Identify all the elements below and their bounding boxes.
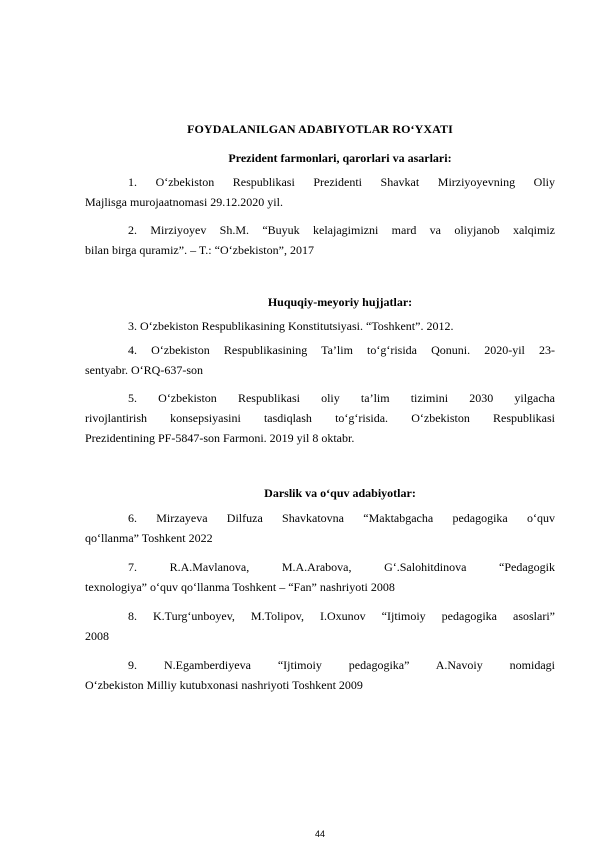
reference-line: 1. O‘zbekiston Respublikasi Prezidenti Shavkat Mirziyoyevning Oliy bbox=[128, 175, 555, 189]
reference-line: 9. N.Egamberdiyeva “Ijtimoiy pedagogika” A.Navoiy nomidagi bbox=[128, 658, 555, 672]
reference-line: texnologiya” o‘quv qo‘llanma Toshkent – “Fan” nashriyoti 2008 bbox=[85, 580, 395, 594]
reference-line: 6. Mirzayeva Dilfuza Shavkatovna “Maktabgacha pedagogika o‘quv bbox=[128, 511, 555, 525]
page-title: FOYDALANILGAN ADABIYOTLAR RO‘YXATI bbox=[187, 122, 453, 136]
section-heading-legal-documents: Huquqiy-meyoriy hujjatlar: bbox=[267, 295, 413, 309]
reference-item-6 bbox=[85, 508, 555, 548]
reference-line: 7. R.A.Mavlanova, M.A.Arabova, G‘.Salohitdinova “Pedagogik bbox=[128, 560, 555, 574]
section-heading-textbooks: Darslik va o‘quv adabiyotlar: bbox=[264, 486, 416, 500]
reference-line: Majlisga murojaatnomasi 29.12.2020 yil. bbox=[85, 195, 283, 209]
reference-line: 5. O‘zbekiston Respublikasi oliy ta’lim tizimini 2030 yilgacha bbox=[128, 391, 555, 405]
reference-item-2 bbox=[85, 220, 555, 260]
reference-line: rivojlantirish konsepsiyasini tasdiqlash to‘g‘risida. O‘zbekiston Respublikasi bbox=[85, 411, 555, 425]
section-heading-decrees: Prezident farmonlari, qarorlari va asarlari: bbox=[228, 151, 452, 165]
reference-line: 8. K.Turg‘unboyev, M.Tolipov, I.Oxunov “Ijtimoiy pedagogika asoslari” bbox=[128, 609, 555, 623]
reference-item-4 bbox=[85, 340, 555, 380]
reference-line: bilan birga quramiz”. – T.: “O‘zbekiston”, 2017 bbox=[85, 243, 314, 257]
reference-line: 2. Mirziyoyev Sh.M. “Buyuk kelajagimizni mard va oliyjanob xalqimiz bbox=[128, 223, 555, 237]
reference-item-9 bbox=[85, 655, 555, 695]
reference-line: sentyabr. O‘RQ-637-son bbox=[85, 363, 203, 377]
reference-line: 4. O‘zbekiston Respublikasining Ta’lim to‘g‘risida Qonuni. 2020-yil 23- bbox=[128, 343, 555, 357]
reference-line: 2008 bbox=[85, 629, 109, 643]
reference-line: qo‘llanma” Toshkent 2022 bbox=[85, 531, 213, 545]
reference-item-5 bbox=[85, 388, 555, 448]
reference-item-1 bbox=[85, 172, 555, 212]
reference-item-7 bbox=[85, 557, 555, 597]
reference-item-8 bbox=[85, 606, 555, 646]
page-number: 44 bbox=[314, 829, 325, 839]
reference-line: O‘zbekiston Milliy kutubxonasi nashriyoti Toshkent 2009 bbox=[85, 678, 363, 692]
reference-line: Prezidentining PF-5847-son Farmoni. 2019 yil 8 oktabr. bbox=[85, 431, 355, 445]
reference-item-3: 3. O‘zbekiston Respublikasining Konstitutsiyasi. “Toshkent”. 2012. bbox=[128, 319, 454, 333]
